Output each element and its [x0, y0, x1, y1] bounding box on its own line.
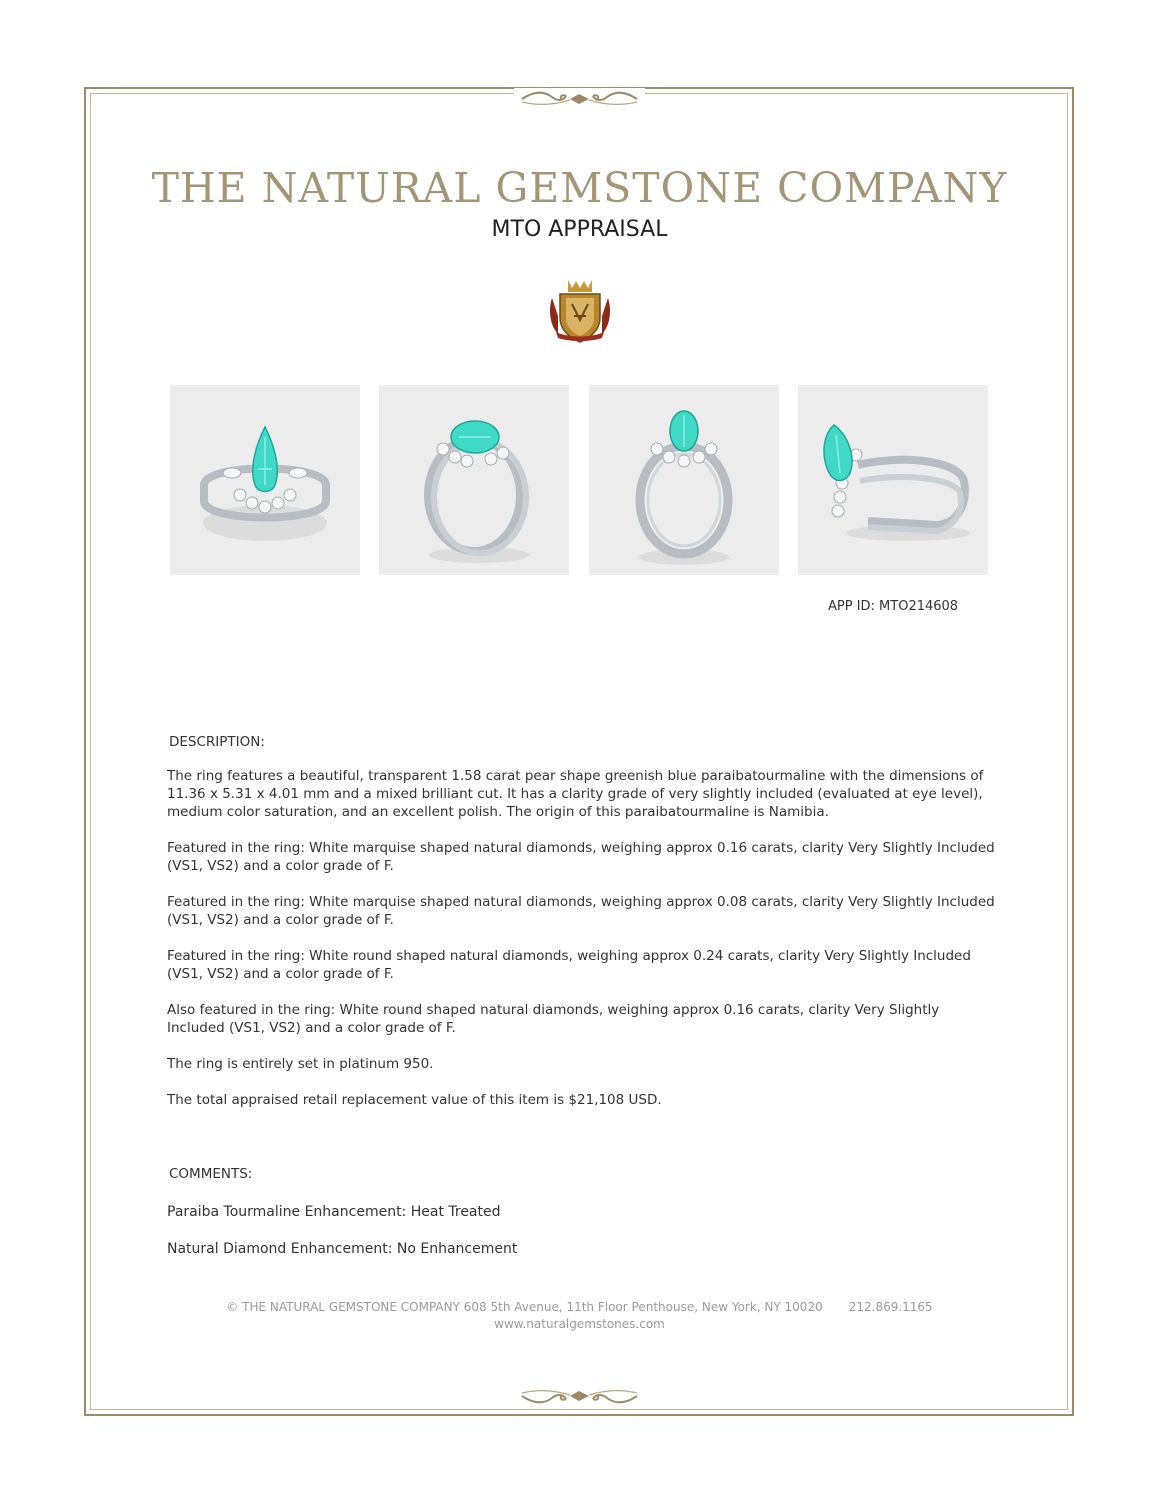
company-crest-icon	[548, 276, 612, 344]
description-label: DESCRIPTION:	[169, 734, 265, 750]
description-paragraph: Featured in the ring: White round shaped natural diamonds, weighing approx 0.24 carats, clarity Very Slightly Included (VS1, VS2) and a color grade of F.	[167, 948, 971, 982]
ring-angle-view-photo	[379, 385, 569, 575]
description-body	[167, 767, 997, 1127]
description-paragraph: The total appraised retail replacement value of this item is $21,108 USD.	[167, 1092, 662, 1108]
comment-item: Paraiba Tourmaline Enhancement: Heat Treated	[167, 1204, 501, 1220]
top-ornament-icon	[514, 88, 645, 110]
description-paragraph: The ring features a beautiful, transparent 1.58 carat pear shape greenish blue paraibatourmaline with the dimensions of 11.36 x 5.31 x 4.01 mm and a mixed brilliant cut. It has a clarity grade of very slightly included (evaluated at eye level), medium color saturation, and an excellent polish. The origin of this paraibatourmaline is Namibia.	[167, 768, 984, 820]
description-paragraph: Featured in the ring: White marquise shaped natural diamonds, weighing approx 0.16 carats, clarity Very Slightly Included (VS1, VS2) and a color grade of F.	[167, 840, 995, 874]
description-paragraph: Also featured in the ring: White round shaped natural diamonds, weighing approx 0.16 carats, clarity Very Slightly Included (VS1, VS2) and a color grade of F.	[167, 1002, 940, 1036]
bottom-ornament-icon	[514, 1385, 645, 1407]
ring-front-view-photo	[170, 385, 360, 575]
description-paragraph: Featured in the ring: White marquise shaped natural diamonds, weighing approx 0.08 carats, clarity Very Slightly Included (VS1, VS2) and a color grade of F.	[167, 894, 995, 928]
footer	[0, 1299, 1159, 1333]
footer-address: © THE NATURAL GEMSTONE COMPANY 608 5th Avenue, 11th Floor Penthouse, New York, NY 10020	[226, 1300, 823, 1314]
comment-item: Natural Diamond Enhancement: No Enhancement	[167, 1241, 518, 1257]
document-type-title: MTO APPRAISAL	[491, 217, 668, 242]
comments-body	[167, 1203, 997, 1277]
company-title: THE NATURAL GEMSTONE COMPANY	[151, 164, 1008, 212]
ring-side-view-photo	[798, 385, 988, 575]
footer-website: www.naturalgemstones.com	[494, 1317, 665, 1331]
ring-back-view-photo	[589, 385, 779, 575]
footer-phone: 212.869.1165	[848, 1300, 933, 1314]
app-id: APP ID: MTO214608	[828, 599, 959, 614]
comments-label: COMMENTS:	[169, 1166, 253, 1182]
description-paragraph: The ring is entirely set in platinum 950.	[167, 1056, 434, 1072]
